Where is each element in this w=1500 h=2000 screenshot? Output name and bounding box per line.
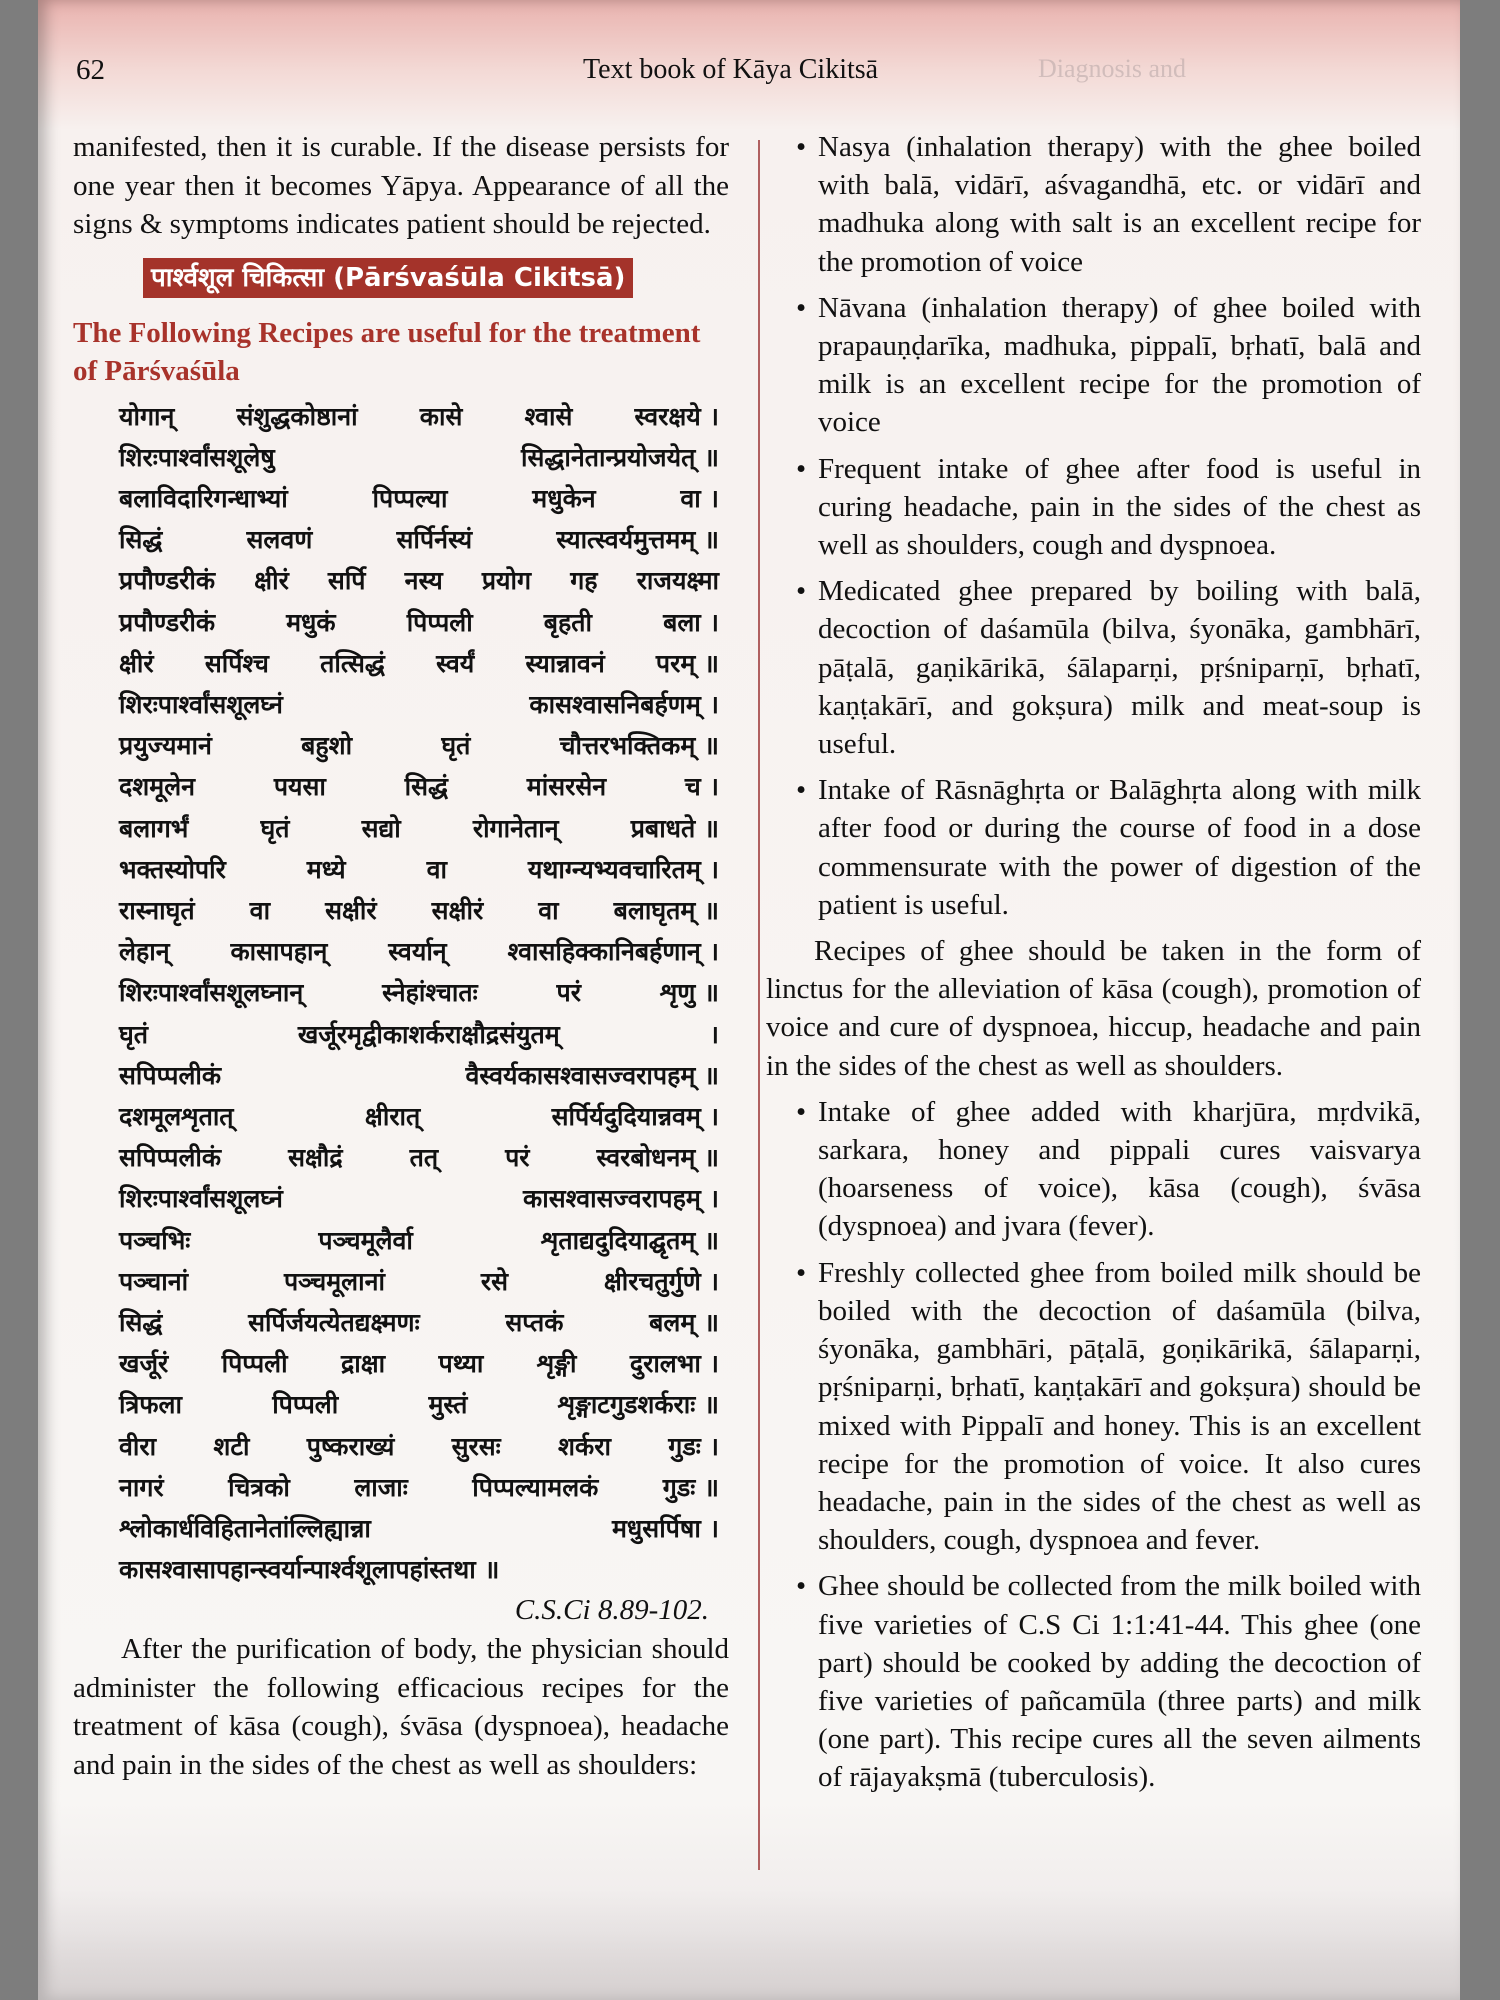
verse-word: वा <box>249 895 271 925</box>
verse-word: शृताद्यदुदियाद्घृतम् ॥ <box>540 1225 719 1255</box>
verse-line <box>119 1055 719 1096</box>
verse-word: प्रयुज्यमानं <box>119 731 212 761</box>
verse-line <box>119 396 719 437</box>
verse-word: दशमूलशृतात् <box>119 1101 234 1131</box>
verse-word: मांसरसेन <box>526 772 607 802</box>
verse-word: सक्षौद्रं <box>288 1143 343 1173</box>
opening-paragraph: manifested, then it is curable. If the disease persists for one year then it becomes Yāpya. Appearance of all the signs & symptoms indicates patient should be rejected. <box>73 131 729 240</box>
verse-word: पिप्पली <box>221 1349 288 1379</box>
verse-word: क्षीरं <box>119 648 154 678</box>
verse-word: यथाग्न्यभ्यवचारितम् । <box>527 854 719 884</box>
verse-word: शर्करा <box>558 1431 611 1461</box>
verse-word: शृङ्गी <box>536 1349 577 1379</box>
verse-word: शृणु ॥ <box>659 978 719 1008</box>
verse-word: श्वासहिक्कानिबर्हणान् । <box>507 937 719 967</box>
page-header <box>38 50 1460 102</box>
verse-word: प्रपौण्डरीकं <box>119 607 216 637</box>
verse-line <box>119 890 719 931</box>
verse-word: परं <box>556 978 581 1008</box>
verse-line <box>119 766 719 807</box>
recipe-list-item <box>766 1254 1421 1560</box>
verse-word: पञ्चभिः <box>119 1225 191 1255</box>
verse-word: क्षीरचतुर्गुणे । <box>603 1266 719 1296</box>
verse-word: घृतं <box>260 813 290 843</box>
verse-line <box>119 684 719 725</box>
verse-word: गुडः ॥ <box>662 1472 719 1502</box>
bullet-icon: • <box>796 1095 807 1128</box>
verse-word: कासे <box>419 401 463 431</box>
verse-word: वा । <box>680 483 719 513</box>
recipes-subheading: The Following Recipes are useful for the treatment of Pārśvaśūla <box>73 316 701 387</box>
recipe-list-1 <box>766 128 1421 924</box>
verse-line <box>119 972 719 1013</box>
verse-line <box>119 1302 719 1343</box>
verse-line <box>119 1384 719 1425</box>
verse-word: पिप्पली <box>272 1390 339 1420</box>
verse-word: दशमूलेन <box>119 772 196 802</box>
verse-word: पथ्या <box>438 1349 484 1379</box>
verse-word: पञ्चमूलैर्वा <box>318 1225 413 1255</box>
verse-word: नस्य <box>404 566 443 596</box>
verse-word: त्रिफला <box>119 1390 182 1420</box>
verse-word: च । <box>684 772 719 802</box>
verse-line <box>119 1178 719 1219</box>
verse-word: परं <box>505 1143 530 1173</box>
verse-word: सप्तकं <box>505 1307 564 1337</box>
verse-word: सद्यो <box>361 813 401 843</box>
verse-word: बलाविदारिगन्धाभ्यां <box>119 483 288 513</box>
verse-word: तत् <box>409 1143 439 1173</box>
verse-word: दुरालभा । <box>629 1349 719 1379</box>
verse-word: श्लोकार्धविहितानेतांल्लिह्यान्ना <box>119 1513 371 1543</box>
verse-word: सपिप्पलीकं <box>119 1060 222 1090</box>
linctus-paragraph: Recipes of ghee should be taken in the form of linctus for the alleviation of kāsa (cough), promotion of voice and cure of dyspnoea, hiccup, headache and pain in the sides of the chest as well as shoulders. <box>766 935 1421 1082</box>
verse-line <box>119 560 719 601</box>
running-title: Text book of Kāya Cikitsā <box>583 54 879 85</box>
verse-word: सर्पिश्च <box>204 648 269 678</box>
verse-line <box>119 1508 719 1549</box>
verse-word: मधुसर्पिषा । <box>611 1513 719 1543</box>
recipe-text: Ghee should be collected from the milk boiled with five varieties of C.S Ci 1:1:41-44. This ghee (one part) should be cooked by adding the decoction of five varieties of pañcamūla (three parts) and milk (one part). This recipe cures all the seven ailments of rājayakṣmā (tuberculosis). <box>818 1570 1421 1794</box>
verse-word: शिरःपार्श्वांसशूलेषु <box>119 442 275 472</box>
verse-word: घृतं <box>119 1019 149 1049</box>
verse-word: बलम् ॥ <box>649 1307 719 1337</box>
verse-word: योगान् <box>119 401 175 431</box>
verse-word: सपिप्पलीकं <box>119 1143 222 1173</box>
verse-line <box>119 849 719 890</box>
verse-word: सिद्धं <box>119 1307 163 1337</box>
recipe-list-item <box>766 128 1421 281</box>
bullet-icon: • <box>796 452 807 485</box>
recipe-text: Frequent intake of ghee after food is useful in curing headache, pain in the sides of the chest as well as shoulders, cough and dyspnoea. <box>818 452 1421 562</box>
verse-line <box>119 1467 719 1508</box>
bullet-icon: • <box>796 1256 807 1289</box>
verse-word: सिद्धानेतान्प्रयोजयेत् ॥ <box>521 442 719 472</box>
verse-word: वा <box>426 854 447 884</box>
recipe-list-item <box>766 771 1421 924</box>
verse-word: कासापहान् <box>230 937 328 967</box>
verse-word: प्रपौण्डरीकं <box>119 566 216 596</box>
verse-word: स्वर्यं <box>436 648 475 678</box>
verse-word: द्राक्षा <box>341 1349 386 1379</box>
verse-word: संशुद्धकोष्ठानां <box>236 401 358 431</box>
verse-word: रास्नाघृतं <box>119 895 195 925</box>
verse-line <box>119 1426 719 1467</box>
verse-word: कासश्वासनिबर्हणम् । <box>529 689 719 719</box>
verse-word: बृहती <box>543 607 593 637</box>
recipe-list-item <box>766 572 1421 763</box>
left-column <box>73 128 729 1784</box>
recipe-text: Medicated ghee prepared by boiling with balā, decoction of daśamūla (bilva, śyonāka, gambhārī, pāṭalā, gaṇikārikā, śālaparṇi, pṛśniparṇī, bṛhatī, kaṇṭakārī, and gokṣura) milk and meat-soup is useful. <box>818 575 1421 761</box>
verse-word: सर्पि <box>327 566 366 596</box>
verse-word: स्वर्यान् <box>388 937 447 967</box>
verse-word: मुस्तं <box>428 1390 468 1420</box>
section-heading-badge: पार्श्वशूल चिकित्सा (Pārśvaśūla Cikitsā) <box>143 258 633 298</box>
verse-line <box>119 437 719 478</box>
column-divider <box>758 140 760 1870</box>
recipe-list-2 <box>766 1093 1421 1797</box>
bullet-icon: • <box>796 774 807 807</box>
page-number: 62 <box>76 54 105 86</box>
verse-word: सर्पिर्नस्यं <box>396 525 473 555</box>
verse-word: शिरःपार्श्वांसशूलघ्नान् <box>119 978 304 1008</box>
verse-word: चित्रको <box>228 1472 290 1502</box>
verse-line <box>119 725 719 766</box>
verse-word: पिप्पली <box>406 607 473 637</box>
verse-word: पयसा <box>273 772 326 802</box>
verse-word: प्रयोग <box>481 566 532 596</box>
right-column <box>766 128 1421 1805</box>
verse-word: शृङ्गाटगुडशर्कराः ॥ <box>557 1390 719 1420</box>
recipe-list-item <box>766 450 1421 565</box>
verse-line <box>119 931 719 972</box>
verse-word: खर्जूरमृद्वीकाशर्कराक्षौद्रसंयुतम् <box>297 1019 560 1049</box>
verse-word: स्वरक्षये । <box>634 401 719 431</box>
recipe-text: Nasya (inhalation therapy) with the ghee boiled with balā, vidārī, aśvagandhā, etc. or vidārī and madhuka along with salt is an excellent recipe for the promotion of voice <box>818 131 1421 278</box>
verse-word: क्षीरं <box>254 566 289 596</box>
verse-word: क्षीरात् <box>364 1101 421 1131</box>
verse-word: मधुकेन <box>532 483 596 513</box>
verse-word: गह <box>570 566 598 596</box>
recipe-text: Intake of ghee added with kharjūra, mṛdvikā, sarkara, honey and pippali cures vaisvarya (hoarseness of voice), kāsa (cough), śvāsa (dyspnoea) and jvara (fever). <box>818 1095 1421 1243</box>
verse-word: परम् ॥ <box>655 648 719 678</box>
verse-word: सिद्धं <box>119 525 163 555</box>
verse-word: रोगानेतान् <box>472 813 559 843</box>
verse-word: शिरःपार्श्वांसशूलघ्नं <box>119 1184 283 1214</box>
verse-word: स्यान्नावनं <box>525 648 605 678</box>
verse-word: स्यात्स्वर्यमुत्तमम् ॥ <box>556 525 719 555</box>
verse-line <box>119 1261 719 1302</box>
verse-word: बलाघृतम् ॥ <box>613 895 719 925</box>
verse-word: लेहान् <box>119 937 170 967</box>
verse-line <box>119 1137 719 1178</box>
verse-word: भक्तस्योपरि <box>119 854 226 884</box>
verse-line <box>119 1096 719 1137</box>
verse-reference: C.S.Ci 8.89-102. <box>514 1594 709 1627</box>
verse-word: पुष्कराख्यं <box>306 1431 395 1461</box>
verse-word: राजयक्ष्मा <box>636 566 719 596</box>
verse-word: पिप्पल्यामलकं <box>472 1472 599 1502</box>
verse-word: सक्षीरं <box>325 895 377 925</box>
verse-word: गुडः । <box>668 1431 719 1461</box>
verse-line <box>119 478 719 519</box>
recipe-list-item <box>766 289 1421 442</box>
recipe-list-item <box>766 1093 1421 1246</box>
verse-word: वैस्वर्यकासश्वासज्वरापहम् ॥ <box>465 1060 719 1090</box>
verse-line <box>119 808 719 849</box>
verse-line <box>119 602 719 643</box>
verse-word: पिप्पल्या <box>372 483 448 513</box>
verse-line <box>119 643 719 684</box>
verse-word: चौत्तरभक्तिकम् ॥ <box>559 731 719 761</box>
bullet-icon: • <box>796 1570 807 1603</box>
bullet-icon: • <box>796 575 807 608</box>
verse-word: सर्पिर्यदुदियान्नवम् । <box>551 1101 719 1131</box>
recipe-text: Intake of Rāsnāghṛta or Balāghṛta along with milk after food or during the course of food in a dose commensurate with the power of digestion of the patient is useful. <box>818 774 1421 921</box>
purification-paragraph: After the purification of body, the physician should administer the following efficacious recipes for the treatment of kāsa (cough), śvāsa (dyspnoea), headache and pain in the sides of the chest as well as shoulders: <box>73 1633 729 1781</box>
verse-word: स्नेहांश्चातः <box>382 978 478 1008</box>
verse-word: खर्जूरं <box>119 1349 169 1379</box>
verse-word: स्वरबोधनम् ॥ <box>596 1143 719 1173</box>
verse-word: रसे <box>480 1266 508 1296</box>
page-bottom-shadow <box>38 1890 1460 2000</box>
verse-word: वीरा <box>119 1431 157 1461</box>
verse-word: नागरं <box>119 1472 164 1502</box>
verse-word: सक्षीरं <box>431 895 484 925</box>
verse-line <box>119 1343 719 1384</box>
verse-word: लाजाः <box>354 1472 408 1502</box>
bleed-through-text: Diagnosis and <box>1038 54 1187 83</box>
verse-word: कासश्वासज्वरापहम् । <box>523 1184 719 1214</box>
verse-word: कासश्वासापहान्स्वर्यान्पार्श्वशूलापहांस्तथा ॥ <box>119 1555 500 1585</box>
verse-word: शटी <box>213 1431 250 1461</box>
verse-word: सर्पिर्जयत्येतद्यक्ष्मणः <box>248 1307 420 1337</box>
verse-word: । <box>709 1019 719 1049</box>
verse-word: बला । <box>663 607 719 637</box>
verse-word: शिरःपार्श्वांसशूलघ्नं <box>119 689 283 719</box>
verse-word: वा <box>538 895 559 925</box>
verse-word: प्रबाधते ॥ <box>630 813 719 843</box>
sanskrit-verse-block <box>119 396 719 1591</box>
verse-word: सुरसः <box>451 1431 501 1461</box>
verse-line <box>119 1549 719 1590</box>
bullet-icon: • <box>796 131 807 163</box>
verse-word: पञ्चानां <box>119 1266 189 1296</box>
verse-word: सिद्धं <box>404 772 449 802</box>
verse-word: बहुशो <box>301 731 353 761</box>
verse-word: तत्सिद्धं <box>320 648 385 678</box>
recipe-list-item <box>766 1567 1421 1796</box>
verse-word: बलागर्भं <box>119 813 189 843</box>
verse-word: सलवणं <box>246 525 313 555</box>
recipe-text: Freshly collected ghee from boiled milk should be boiled with the decoction of daśamūla (bilva, śyonāka, gambhāri, pāṭalā, goṇikārikā, śālaparṇi, pṛśniparṇi, bṛhatī, kaṇṭakārī and gokṣura) should be mixed with Pippalī and honey. This is an excellent recipe for the promotion of voice. It also cures headache, pain in the sides of the chest as well as shoulders, cough, dyspnoea and fever. <box>818 1256 1421 1557</box>
bullet-icon: • <box>796 291 807 324</box>
verse-word: पञ्चमूलानां <box>283 1266 385 1296</box>
verse-word: घृतं <box>441 731 471 761</box>
verse-word: मधुकं <box>286 607 336 637</box>
verse-line <box>119 1220 719 1261</box>
verse-line <box>119 1014 719 1055</box>
verse-line <box>119 519 719 560</box>
verse-word: मध्ये <box>306 854 346 884</box>
book-page <box>38 0 1460 2000</box>
recipe-text: Nāvana (inhalation therapy) of ghee boiled with prapauṇḍarīka, madhuka, pippalī, bṛhatī, balā and milk is an excellent recipe for the promotion of voice <box>818 291 1421 439</box>
verse-word: श्वासे <box>524 401 573 431</box>
